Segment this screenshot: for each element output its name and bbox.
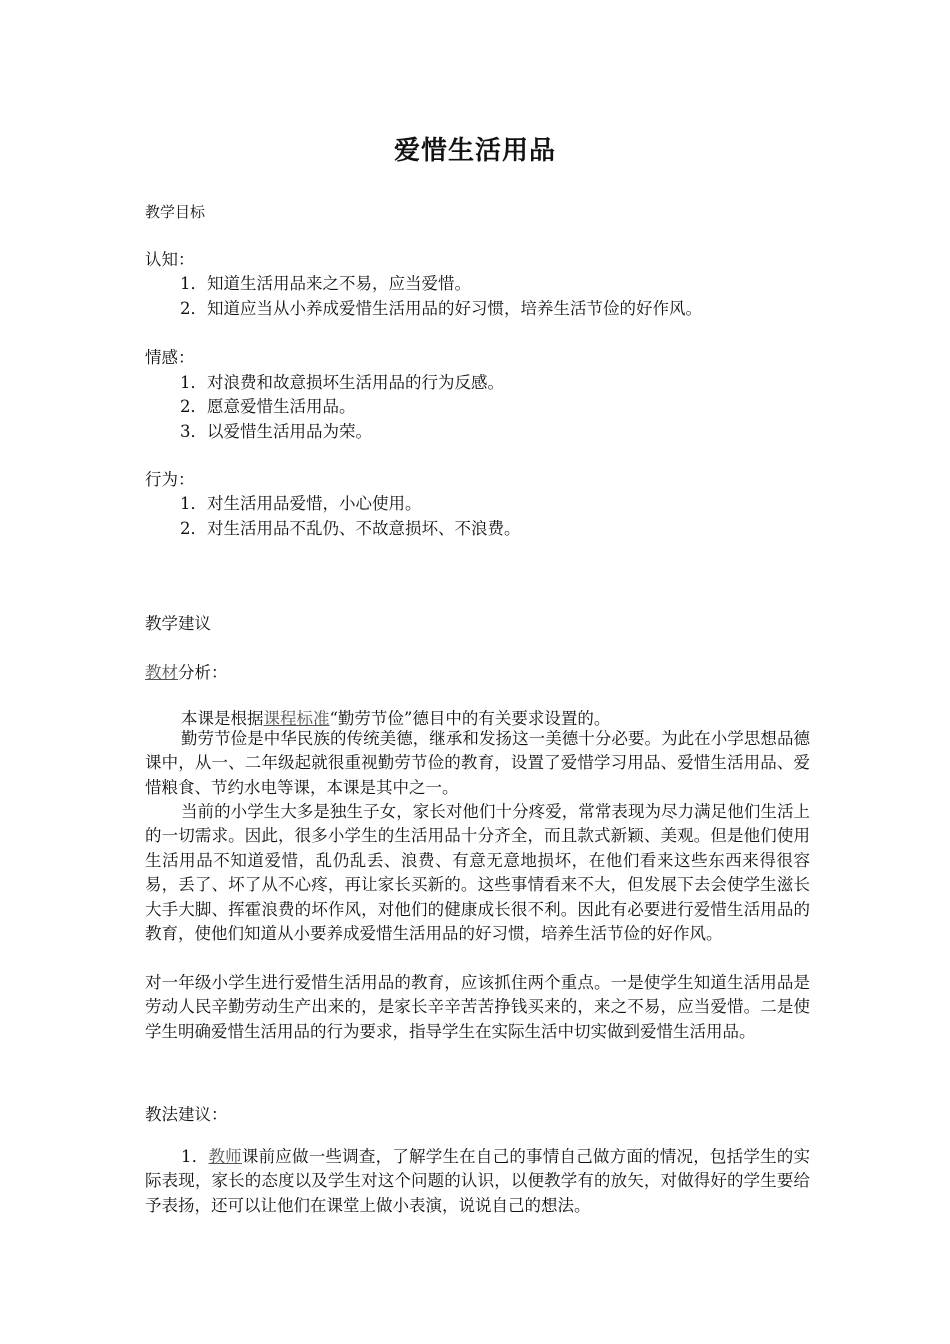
methods-p1-number: 1． [181,1147,209,1166]
cognition-item: 2．知道应当从小养成爱惜生活用品的好习惯，培养生活节俭的好作风。 [180,299,702,318]
curriculum-standard-link[interactable]: 课程标准 [263,709,330,728]
emotion-item: 3．以爱惜生活用品为荣。 [180,422,372,441]
teacher-link[interactable]: 教师 [208,1147,242,1166]
analysis-label-text: 分析： [178,663,228,682]
analysis-paragraph-2: 勤劳节俭是中华民族的传统美德，继承和发扬这一美德十分必要。为此在小学思想品德课中，从一、二年级起就很重视勤劳节俭的教育，设置了爱惜学习用品、爱惜生活用品、爱惜粮食、节约水电等课，本课是其中之一。 [145,729,810,797]
behavior-label: 行为： [145,470,195,489]
document-title: 爱惜生活用品 [393,136,556,166]
suggestions-heading: 教学建议 [145,614,211,633]
methods-label: 教法建议： [145,1105,228,1124]
behavior-item: 2．对生活用品不乱仍、不故意损坏、不浪费。 [180,519,521,538]
analysis-p1-text-end: “勤劳节俭”德目中的有关要求设置的。 [329,709,611,728]
cognition-label: 认知： [145,250,195,269]
behavior-item: 1．对生活用品爱惜，小心使用。 [180,494,422,513]
methods-p1-text: 课前应做一些调查，了解学生在自己的事情自己做方面的情况，包括学生的实际表现，家长的态度以及学生对这个问题的认识，以便教学有的放矢，对做得好的学生要给予表扬，还可以让他们在课堂上做小表演，说说自己的想法。 [145,1147,811,1215]
analysis-paragraph-4: 对一年级小学生进行爱惜生活用品的教育，应该抓住两个重点。一是使学生知道生活用品是劳动人民辛勤劳动生产出来的，是家长辛辛苦苦挣钱买来的，来之不易，应当爱惜。二是使学生明确爱惜生活用品的行为要求，指导学生在实际生活中切实做到爱惜生活用品。 [145,973,810,1041]
emotion-label: 情感： [145,348,195,367]
objectives-heading: 教学目标 [145,203,206,221]
emotion-item: 2．愿意爱惜生活用品。 [180,397,356,416]
analysis-paragraph-1 [181,705,610,729]
textbook-link[interactable]: 教材 [145,663,178,682]
analysis-p1-text: 本课是根据 [181,709,264,728]
emotion-item: 1．对浪费和故意损坏生活用品的行为反感。 [180,373,504,392]
cognition-item: 1．知道生活用品来之不易，应当爱惜。 [180,274,471,293]
methods-paragraph-1 [145,1145,810,1218]
analysis-paragraph-3: 当前的小学生大多是独生子女，家长对他们十分疼爱，常常表现为尽力满足他们生活上的一切需求。因此，很多小学生的生活用品十分齐全，而且款式新颖、美观。但是他们使用生活用品不知道爱惜，乱仍乱丢、浪费、有意无意地损坏，在他们看来这些东西来得很容易，丢了、坏了从不心疼，再让家长买新的。这些事情看来不大，但发展下去会使学生滋长大手大脚、挥霍浪费的坏作风，对他们的健康成长很不利。因此有必要进行爱惜生活用品的教育，使他们知道从小要养成爱惜生活用品的好习惯，培养生活节俭的好作风。 [145,802,810,944]
analysis-label [145,659,228,683]
